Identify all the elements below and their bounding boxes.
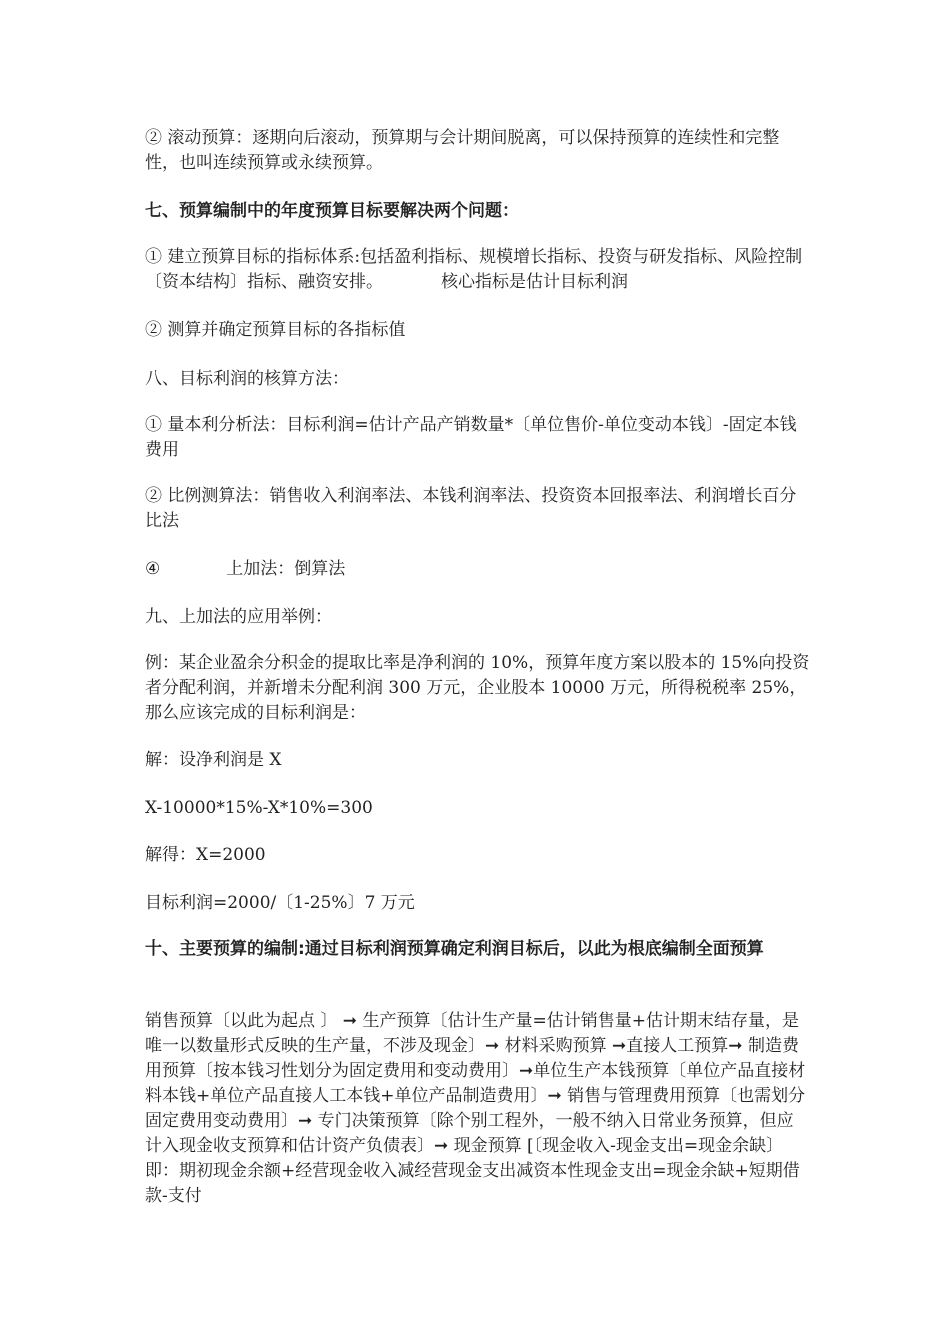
circled-number: ④ — [145, 559, 161, 579]
paragraph-cvp-method: ① 量本利分析法：目标利润=估计产品产销数量*〔单位售价-单位变动本钱〕-固定本钱费用 — [145, 415, 797, 460]
paragraph-example: 例：某企业盈余分积金的提取比率是净利润的 10%，预算年度方案以股本的 15%向投资者分配利润，并新增未分配利润 300 万元，企业股本 10000 万元，所得税税率 25%，那么应该完成的目标利润是： — [145, 653, 810, 723]
paragraph-measure-values: ② 测算并确定预算目标的各指标值 — [145, 320, 406, 340]
heading-section-8: 八、目标利润的核算方法： — [145, 369, 349, 389]
paragraph-indicator-system-text: ① 建立预算目标的指标体系:包括盈利指标、规模增长指标、投资与研发指标、风险控制〔资本结构〕指标、融资安排。 — [145, 247, 803, 292]
paragraph-add-up-method — [145, 557, 810, 582]
heading-section-7: 七、预算编制中的年度预算目标要解决两个问题： — [145, 201, 519, 221]
paragraph-result: 解得：X=2000 — [145, 845, 266, 865]
core-indicator-text: 核心指标是估计目标利润 — [441, 272, 628, 292]
paragraph-solution-setup: 解：设净利润是 X — [145, 750, 282, 770]
paragraph-equation: X-10000*15%-X*10%=300 — [145, 798, 373, 818]
add-up-method-text: 上加法：倒算法 — [226, 559, 346, 579]
paragraph-ratio-method: ② 比例测算法：销售收入利润率法、本钱利润率法、投资资本回报率法、利润增长百分比法 — [145, 486, 797, 531]
paragraph-indicator-system — [145, 245, 810, 295]
paragraph-budget-chain: 销售预算〔以此为起点 〕 ➞ 生产预算〔估计生产量=估计销售量+估计期末结存量，是唯一以数量形式反映的生产量，不涉及现金〕➞ 材料采购预算 ➞直接人工预算➞ 制造费用预算〔按本钱习性划分为固定费用和变动费用〕➞单位生产本钱预算〔单位产品直接材料本钱+单位产品直接人工本钱+单位产品制造费用〕➞ 销售与管理费用预算〔也需划分固定费用变动费用〕➞ 专门决策预算〔除个别工程外，一般不纳入日常业务预算，但应计入现金收支预算和估计资产负债表〕➞ 现金预算 [〔现金收入-现金支出=现金余缺〕即：期初现金余额+经营现金收入减经营现金支出减资本性现金支出=现金余缺+短期借款-支付 — [145, 1011, 806, 1206]
heading-section-9: 九、上加法的应用举例： — [145, 607, 332, 627]
heading-section-10: 十、主要预算的编制:通过目标利润预算确定利润目标后，以此为根底编制全面预算 — [145, 939, 764, 959]
paragraph-rolling-budget: ② 滚动预算：逐期向后滚动，预算期与会计期间脱离，可以保持预算的连续性和完整性，也叫连续预算或永续预算。 — [145, 128, 780, 173]
paragraph-target-profit: 目标利润=2000/〔1-25%〕7 万元 — [145, 893, 415, 913]
